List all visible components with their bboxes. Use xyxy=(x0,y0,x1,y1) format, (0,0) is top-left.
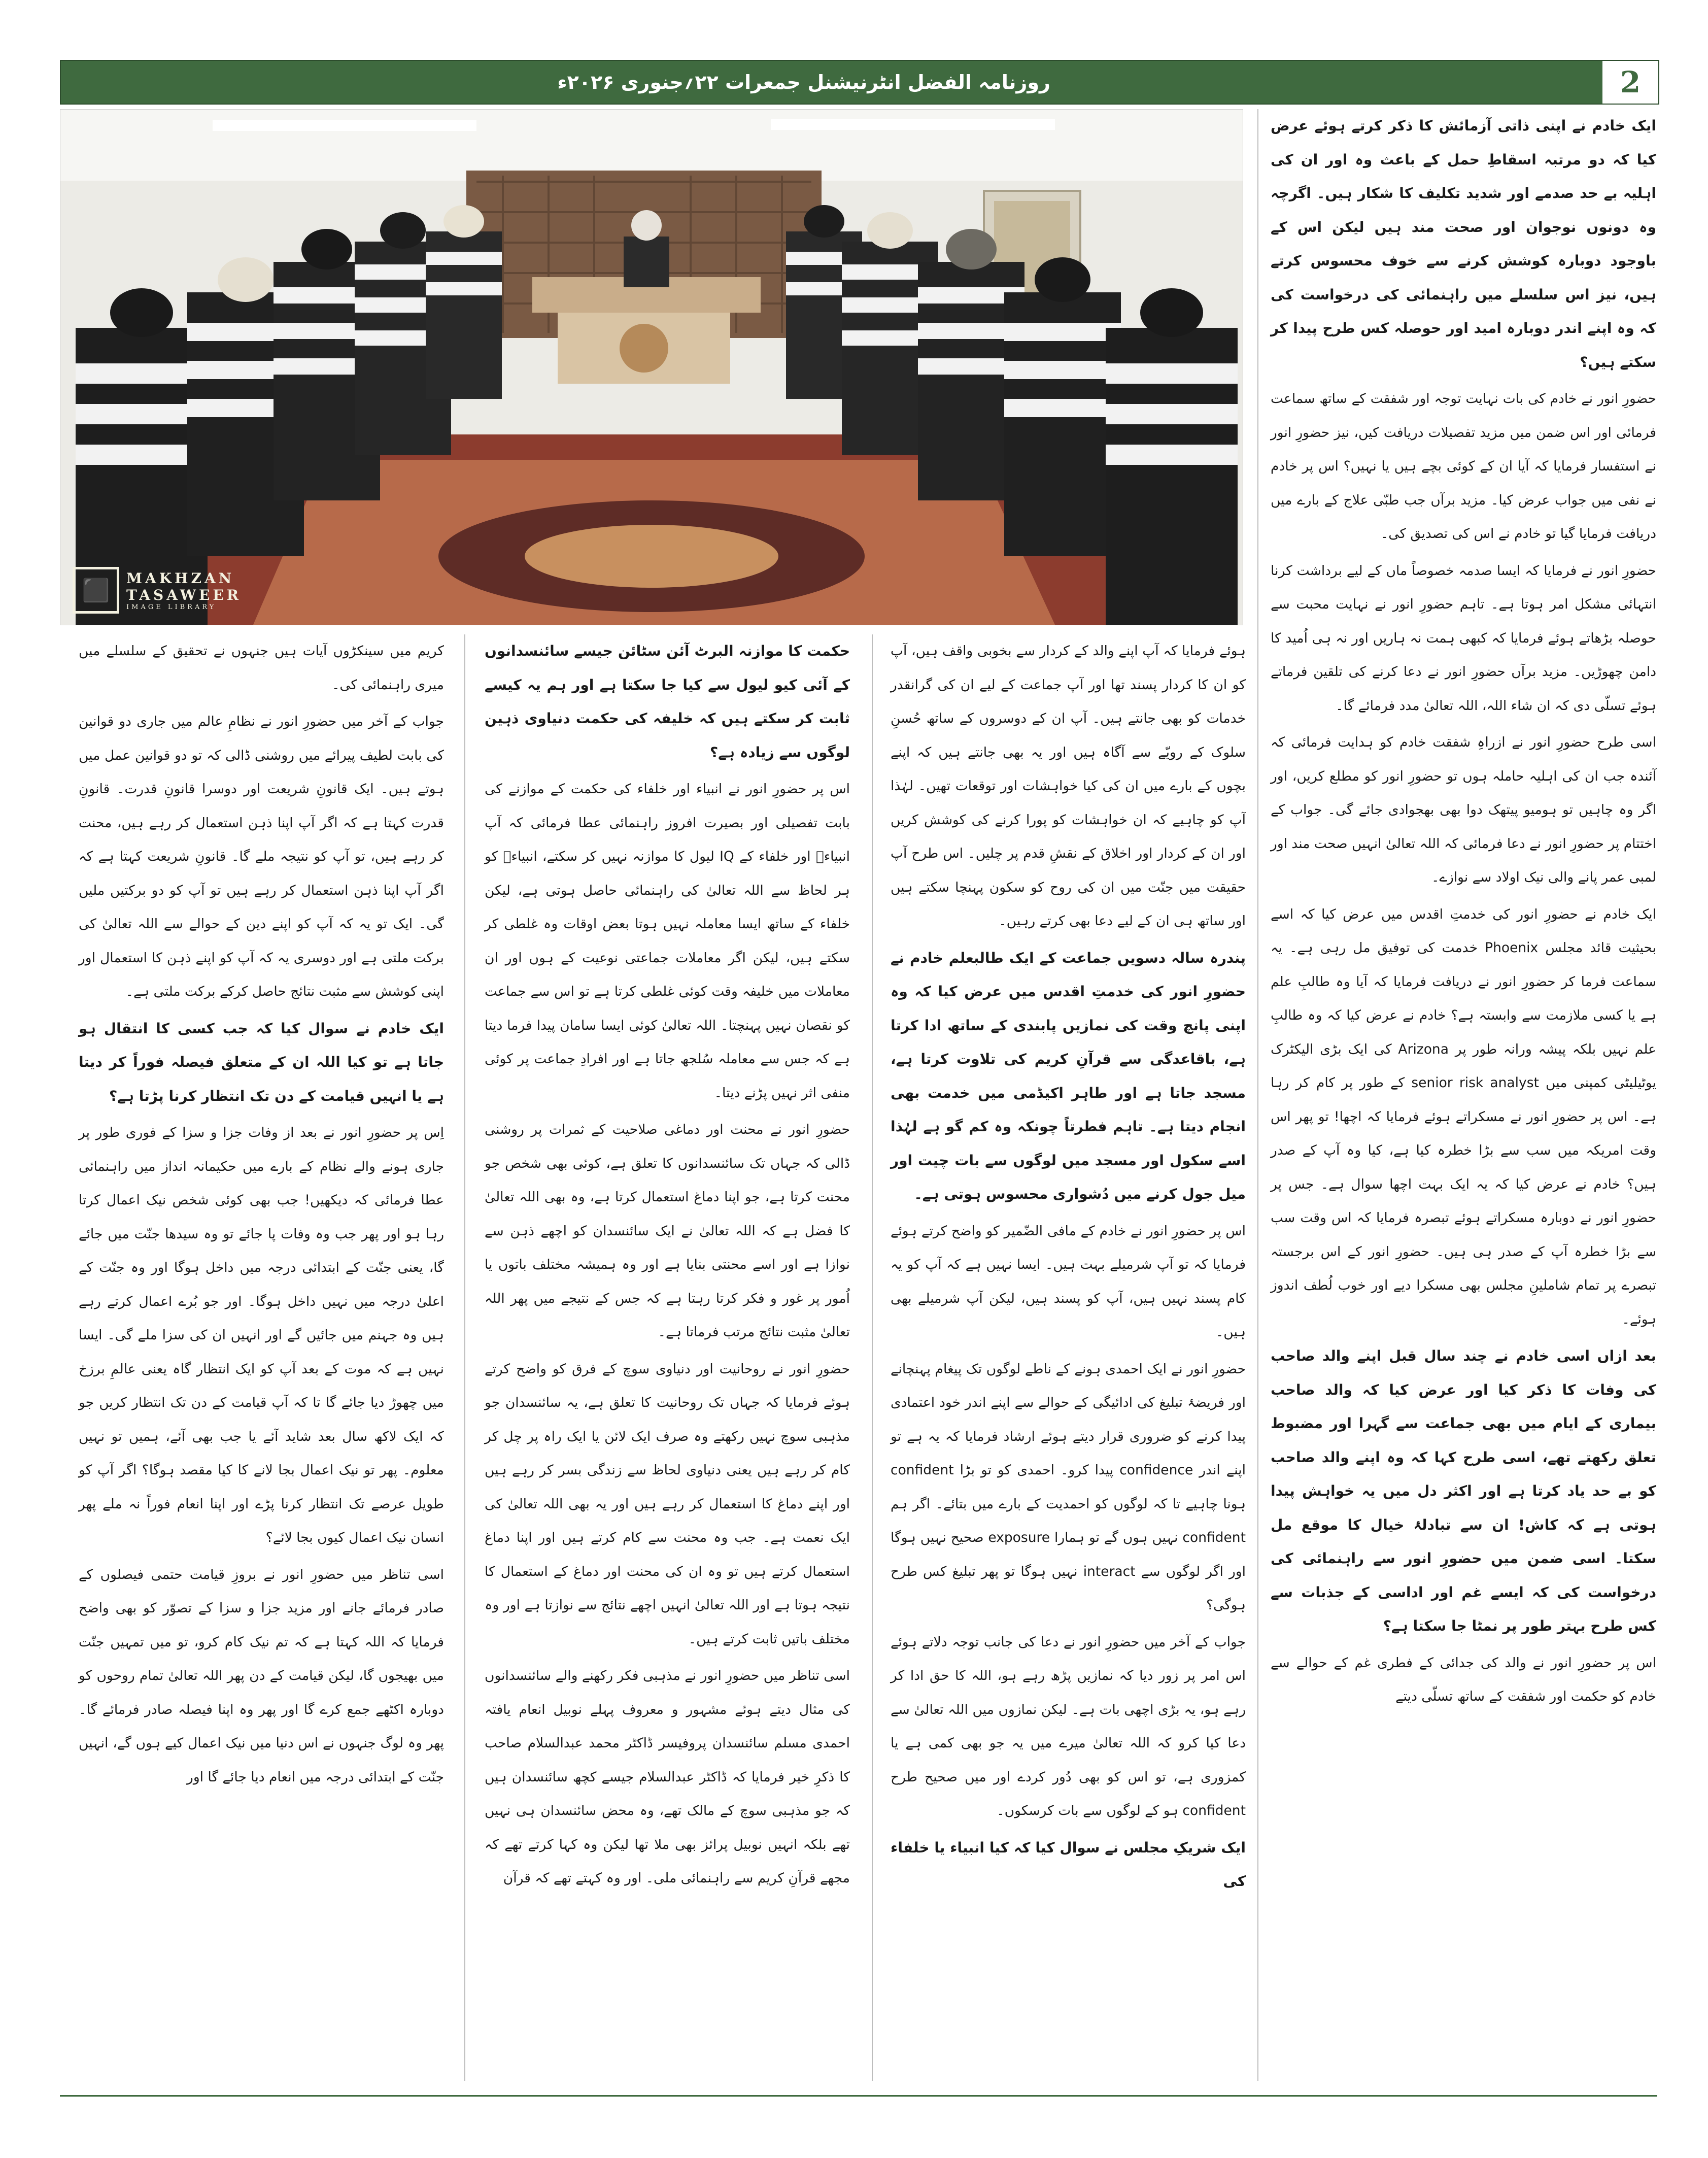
body-paragraph: حضورِ انور نے روحانیت اور دنیاوی سوچ کے فرق کو واضح کرتے ہوئے فرمایا کہ جہاں تک روحانیت کا تعلق ہے، یہ سائنسدان جو مذہبی سوچ نہیں رکھتے وہ صرف ایک لائن یا ایک راہ پر چل کر کام کر رہے ہیں یعنی دنیاوی لحاظ سے زندگی بسر کر رہے ہیں اور اپنے دماغ کا استعمال کر رہے ہیں اور یہ بھی اللہ تعالیٰ کی ایک نعمت ہے۔ جب وہ محنت سے کام کرتے ہیں اور اپنا دماغ استعمال کرتے ہیں تو وہ ان کی محنت اور دماغ کے استعمال کا نتیجہ ہوتا ہے اور اللہ تعالیٰ انہیں اچھے نتائج سے نوازتا ہے اور وہ مختلف باتیں ثابت کرتے ہیں۔ xyxy=(485,1361,850,1647)
watermark-line-1: MAKHZAN xyxy=(126,569,235,587)
article-column-3 xyxy=(485,634,850,2081)
body-paragraph: اِس پر حضورِ انور نے بعد از وفات جزا و سزا کے فوری طور پر جاری ہونے والے نظام کے بارے میں حکیمانہ انداز میں راہنمائی عطا فرمائی کہ دیکھیں! جب بھی کوئی شخص نیک اعمال کرتا رہا ہو اور پھر جب وہ وفات پا جائے تو وہ سیدھا جنّت میں جائے گا، یعنی جنّت کے ابتدائی درجہ میں داخل ہوگا اور وہ جنّت کے اعلیٰ درجہ میں نہیں داخل ہوگا۔ اور جو بُرے اعمال کرتے رہے ہیں وہ جہنم میں جائیں گے اور انہیں ان کی سزا ملے گی۔ ایسا نہیں ہے کہ موت کے بعد آپ کو ایک انتظار گاہ یعنی عالمِ برزخ میں چھوڑ دیا جائے گا تا کہ آپ قیامت کے دن تک انتظار کریں جو کہ ایک لاکھ سال بعد شاید آئے یا جب بھی آئے، ہمیں تو نہیں معلوم۔ پھر تو نیک اعمال بجا لانے کا کیا مقصد ہوگا؟ اگر آپ کو طویل عرصے تک انتظار کرنا پڑے اور اپنا انعام فوراً نہ ملے پھر انسان نیک اعمال کیوں بجا لائے؟ xyxy=(79,1125,444,1545)
body-paragraph: اس پر حضورِ انور نے والد کی جدائی کے فطری غم کے حوالے سے خادم کو حکمت اور شفقت کے ساتھ تسلّی دیتے xyxy=(1271,1655,1656,1704)
body-paragraph: جواب کے آخر میں حضورِ انور نے دعا کی جانب توجہ دلاتے ہوئے اس امر پر زور دیا کہ نمازیں پڑھ رہے ہو، اللہ کا حق ادا کر رہے ہو، یہ بڑی اچھی بات ہے۔ لیکن نمازوں میں اللہ تعالیٰ سے دعا کیا کرو کہ اللہ تعالیٰ میرے میں یہ جو بھی کمی ہے یا کمزوری ہے، تو اس کو بھی دُور کردے اور میں صحیح طرح confident ہو کے لوگوں سے بات کرسکوں۔ xyxy=(891,1634,1246,1818)
article-column-4 xyxy=(79,634,444,2081)
question-paragraph: ایک خادم نے اپنی ذاتی آزمائش کا ذکر کرتے ہوئے عرض کیا کہ دو مرتبہ اسقاطِ حمل کے باعث وہ اور ان کی اہلیہ بے حد صدمے اور شدید تکلیف کا شکار ہیں۔ اگرچہ وہ دونوں نوجوان اور صحت مند ہیں لیکن اس کے باوجود دوبارہ کوشش کرنے سے خوف محسوس کرتے ہیں، نیز اس سلسلے میں راہنمائی کی درخواست کی کہ وہ اپنے اندر دوبارہ امید اور حوصلہ کس طرح پیدا کر سکتے ہیں؟ xyxy=(1271,117,1656,370)
newspaper-masthead-title: روزنامہ الفضل انٹرنیشنل جمعرات ۲۲؍جنوری ۲۰۲۶ء xyxy=(557,71,1050,93)
question-paragraph: ایک شریکِ مجلس نے سوال کیا کہ کیا انبیاء یا خلفاء کی xyxy=(891,1839,1246,1890)
body-paragraph: اس پر حضورِ انور نے خادم کے مافی الضّمیر کو واضح کرتے ہوئے فرمایا کہ تو آپ شرمیلے بہت ہیں۔ ایسا نہیں ہے کہ آپ کو یہ کام پسند نہیں ہیں، آپ کو پسند ہیں، لیکن آپ شرمیلے بھی ہیں۔ xyxy=(891,1223,1246,1340)
body-paragraph: ہوئے فرمایا کہ آپ اپنے والد کے کردار سے بخوبی واقف ہیں، آپ کو ان کا کردار پسند تھا اور آپ جماعت کے لیے ان کی گرانقدر خدمات کو بھی جانتے ہیں۔ آپ ان کے دوسروں کے ساتھ حُسنِ سلوک کے رویّے سے آگاہ ہیں اور یہ بھی جانتے ہیں کہ اپنے بچوں کے بارے میں ان کی کیا خواہشات اور توقعات تھیں۔ لہٰذا آپ کو چاہیے کہ ان خواہشات کو پورا کرنے کی کوشش کریں اور ان کے کردار اور اخلاق کے نقشِ قدم پر چلیں۔ اس طرح آپ حقیقت میں جنّت میں ان کی روح کو سکون پہنچا سکتے ہیں اور ساتھ ہی ان کے لیے دعا بھی کرتے رہیں۔ xyxy=(891,643,1246,929)
page-footer-rule xyxy=(60,2095,1657,2097)
body-paragraph: حضورِ انور نے فرمایا کہ ایسا صدمہ خصوصاً ماں کے لیے برداشت کرنا انتہائی مشکل امر ہوتا ہے۔ تاہم حضورِ انور نے نہایت محبت سے حوصلہ بڑھاتے ہوئے فرمایا کہ کبھی ہمت نہ ہاریں اور نہ ہی اُمید کا دامن چھوڑیں۔ مزید برآں حضورِ انور نے دعا کرنے کی تلقین فرماتے ہوئے تسلّی دی کہ ان شاء اللہ، اللہ تعالیٰ مدد فرمائے گا۔ xyxy=(1271,562,1656,714)
body-paragraph: اس پر حضورِ انور نے انبیاء اور خلفاء کی حکمت کے موازنے کی بابت تفصیلی اور بصیرت افروز راہنمائی عطا فرمائی کہ آپ انبیاءؑ اور خلفاء کے IQ لیول کا موازنہ نہیں کر سکتے، انبیاءؑ کو ہر لحاظ سے اللہ تعالیٰ کی راہنمائی حاصل ہوتی ہے، لیکن خلفاء کے ساتھ ایسا معاملہ نہیں ہوتا بعض اوقات وہ غلطی کر سکتے ہیں، لیکن اگر معاملات جماعتی نوعیت کے ہوں اور ان معاملات میں خلیفہ وقت کوئی غلطی کرتا ہے تو اس سے جماعت کو نقصان نہیں پہنچتا۔ اللہ تعالیٰ کوئی ایسا سامان پیدا فرما دیتا ہے کہ جس سے معاملہ سُلجھ جاتا ہے اور افرادِ جماعت پر کوئی منفی اثر نہیں پڑنے دیتا۔ xyxy=(485,781,850,1101)
question-paragraph: بعد ازاں اسی خادم نے چند سال قبل اپنے والد صاحب کی وفات کا ذکر کیا اور عرض کیا کہ والد صاحب بیماری کے ایام میں بھی جماعت سے گہرا اور مضبوط تعلق رکھتے تھے، اسی طرح کہا کہ وہ اپنے والد صاحب کو بے حد یاد کرتا ہے اور اکثر دل میں یہ خواہش پیدا ہوتی ہے کہ کاش! ان سے تبادلۂ خیال کا موقع مل سکتا۔ اسی ضمن میں حضورِ انور سے راہنمائی کی درخواست کی کہ ایسے غم اور اداسی کے جذبات سے کس طرح بہتر طور پر نمٹا جا سکتا ہے؟ xyxy=(1271,1347,1656,1634)
body-paragraph: اسی تناظر میں حضورِ انور نے بروزِ قیامت حتمی فیصلوں کے صادر فرمائے جانے اور مزید جزا و سزا کے تصوّر کو بھی واضح فرمایا کہ اللہ کہتا ہے کہ تم نیک کام کرو، تو میں تمہیں جنّت میں بھیجوں گا، لیکن قیامت کے دن پھر اللہ تعالیٰ تمام روحوں کو دوبارہ اکٹھے جمع کرے گا اور پھر وہ اپنا فیصلہ صادر فرمائے گا۔ پھر وہ لوگ جنہوں نے اس دنیا میں نیک اعمال کیے ہوں گے، انہیں جنّت کے ابتدائی درجہ میں انعام دیا جائے گا اور xyxy=(79,1566,444,1785)
body-paragraph: کریم میں سینکڑوں آیات ہیں جنہوں نے تحقیق کے سلسلے میں میری راہنمائی کی۔ xyxy=(79,643,444,693)
page-header xyxy=(60,60,1659,105)
body-paragraph: حضورِ انور نے خادم کی بات نہایت توجہ اور شفقت کے ساتھ سماعت فرمائی اور اس ضمن میں مزید تفصیلات دریافت کیں، نیز حضورِ انور نے استفسار فرمایا کہ آیا ان کے کوئی بچے ہیں یا نہیں؟ اس پر خادم نے نفی میں جواب عرض کیا۔ مزید برآں جب طبّی علاج کے بارے میں دریافت فرمایا گیا تو خادم نے اس کی تصدیق کی۔ xyxy=(1271,391,1656,542)
question-paragraph: ایک خادم نے سوال کیا کہ جب کسی کا انتقال ہو جاتا ہے تو کیا اللہ ان کے متعلق فیصلہ فوراً کر دیتا ہے یا انہیں قیامت کے دن تک انتظار کرنا پڑتا ہے؟ xyxy=(79,1020,444,1104)
body-paragraph: جواب کے آخر میں حضورِ انور نے نظامِ عالم میں جاری دو قوانین کی بابت لطیف پیرائے میں روشنی ڈالی کہ تو دو قوانین عمل میں ہوتے ہیں۔ ایک قانونِ شریعت اور دوسرا قانونِ قدرت۔ قانونِ قدرت کہتا ہے کہ اگر آپ اپنا ذہن استعمال کر رہے ہیں، محنت کر رہے ہیں، تو آپ کو نتیجہ ملے گا۔ قانونِ شریعت کہتا ہے کہ اگر آپ اپنا ذہن استعمال کر رہے ہیں تو آپ کو دو برکتیں ملیں گی۔ ایک تو یہ کہ آپ کو اپنے دین کے حوالے سے اللہ تعالیٰ کی برکت ملتی ہے اور دوسری یہ کہ آپ کو اپنے ذہن کا استعمال اور اپنی کوشش سے مثبت نتائج حاصل کرکے برکت ملتی ہے۔ xyxy=(79,714,444,999)
column-divider xyxy=(1257,109,1258,2081)
column-divider xyxy=(464,634,465,2081)
body-paragraph: حضورِ انور نے محنت اور دماغی صلاحیت کے ثمرات پر روشنی ڈالی کہ جہاں تک سائنسدانوں کا تعلق ہے، کوئی بھی شخص جو محنت کرتا ہے، جو اپنا دماغ استعمال کرتا ہے، وہ بھی اللہ تعالیٰ کا فضل ہے کہ اللہ تعالیٰ نے ایک سائنسدان کو اچھے ذہن سے نوازا ہے اور اسے محنتی بنایا ہے اور وہ ہمیشہ مختلف باتوں یا اُمور پر غور و فکر کرتا رہتا ہے کہ جس کے نتیجے میں پھر اللہ تعالیٰ مثبت نتائج مرتب فرماتا ہے۔ xyxy=(485,1122,850,1340)
page-number: 2 xyxy=(1602,61,1658,104)
body-paragraph: ایک خادم نے حضورِ انور کی خدمتِ اقدس میں عرض کیا کہ اسے بحیثیت قائد مجلس Phoenix خدمت کی توفیق مل رہی ہے۔ یہ سماعت فرما کر حضورِ انور نے دریافت فرمایا کہ آیا وہ طالبِ علم ہے یا کسی ملازمت سے وابستہ ہے؟ خادم نے عرض کیا کہ وہ طالبِ علم نہیں بلکہ پیشہ ورانہ طور پر Arizona کی ایک بڑی الیکٹرک یوٹیلیٹی کمپنی میں senior risk analyst کے طور پر کام کر رہا ہے۔ اس پر حضورِ انور نے مسکراتے ہوئے فرمایا کہ اچھا! تو پھر اس وقت امریکہ میں سب سے بڑا خطرہ کیا ہے، کیا وہ آپ کے صدر ہیں؟ خادم نے عرض کیا کہ یہ ایک بہت اچھا سوال ہے۔ جس پر حضورِ انور نے دوبارہ مسکراتے ہوئے تبصرہ فرمایا کہ اس وقت سب سے بڑا خطرہ آپ کے صدر ہی ہیں۔ حضورِ انور کے اس برجستہ تبصرے پر تمام شاملینِ مجلس بھی مسکرا دیے اور خوب لُطف اندوز ہوئے۔ xyxy=(1271,906,1657,1327)
meeting-room-illustration xyxy=(60,110,1243,625)
body-paragraph: اسی تناظر میں حضورِ انور نے مذہبی فکر رکھنے والے سائنسدانوں کی مثال دیتے ہوئے مشہور و معروف پہلے نوبیل انعام یافتہ احمدی مسلم سائنسدان پروفیسر ڈاکٹر محمد عبدالسلام صاحب کا ذکرِ خیر فرمایا کہ ڈاکٹر عبدالسلام جیسے کچھ سائنسدان ہیں کہ جو مذہبی سوچ کے مالک تھے، وہ محض سائنسدان ہی نہیں تھے بلکہ انہیں نوبیل پرائز بھی ملا تھا لیکن وہ کہا کرتے تھے کہ مجھے قرآنِ کریم سے راہنمائی ملی۔ اور وہ کہتے تھے کہ قرآن xyxy=(485,1668,850,1886)
article-column-2 xyxy=(891,634,1246,2081)
calligraphy-logo-icon: ⬛ xyxy=(73,567,119,614)
article-column-1 xyxy=(1271,109,1656,2081)
watermark-text xyxy=(126,570,242,611)
question-paragraph: حکمت کا موازنہ البرٹ آئن سٹائن جیسے سائنسدانوں کے آئی کیو لیول سے کیا جا سکتا ہے اور ہم یہ کیسے ثابت کر سکتے ہیں کہ خلیفہ کی حکمت دنیاوی ذہین لوگوں سے زیادہ ہے؟ xyxy=(485,643,850,761)
body-paragraph: اسی طرح حضورِ انور نے ازراہِ شفقت خادم کو ہدایت فرمائی کہ آئندہ جب ان کی اہلیہ حاملہ ہوں تو حضورِ انور کو مطلع کریں، اور اگر وہ چاہیں تو ہومیو پیتھک دوا بھی بھجوادی جائے گی۔ جواب کے اختتام پر حضورِ انور نے دعا فرمائی کہ اللہ تعالیٰ انہیں صحت مند اور لمبی عمر پانے والی نیک اولاد سے نوازے۔ xyxy=(1271,734,1656,885)
column-divider xyxy=(872,634,873,2081)
watermark-line-2: TASAWEER xyxy=(126,586,242,603)
watermark-line-3: IMAGE LIBRARY xyxy=(126,603,217,611)
article-photo xyxy=(60,109,1243,625)
body-paragraph: حضورِ انور نے ایک احمدی ہونے کے ناطے لوگوں تک پیغام پہنچانے اور فریضۂ تبلیغ کی ادائیگی کے حوالے سے اپنے اندر خود اعتمادی پیدا کرنے کو ضروری قرار دیتے ہوئے ارشاد فرمایا کہ یہ ہے تو اپنے اندر confidence پیدا کرو۔ احمدی کو تو بڑا confident ہونا چاہیے تا کہ لوگوں کو احمدیت کے بارے میں بتائے۔ اگر ہم confident نہیں ہوں گے تو ہمارا exposure صحیح نہیں ہوگا اور اگر لوگوں سے interact نہیں ہوگا تو پھر تبلیغ کس طرح ہوگی؟ xyxy=(891,1361,1246,1613)
question-paragraph: پندرہ سالہ دسویں جماعت کے ایک طالبعلم خادم نے حضورِ انور کی خدمتِ اقدس میں عرض کیا کہ وہ اپنی پانچ وقت کی نمازیں پابندی کے ساتھ ادا کرتا ہے، باقاعدگی سے قرآنِ کریم کی تلاوت کرتا ہے، مسجد جاتا ہے اور طاہر اکیڈمی میں خدمت بھی انجام دیتا ہے۔ تاہم فطرتاً چونکہ وہ کم گو ہے لہٰذا اسے سکول اور مسجد میں لوگوں سے بات چیت اور میل جول کرنے میں دُشواری محسوس ہوتی ہے۔ xyxy=(891,949,1246,1202)
image-library-watermark xyxy=(73,567,242,614)
